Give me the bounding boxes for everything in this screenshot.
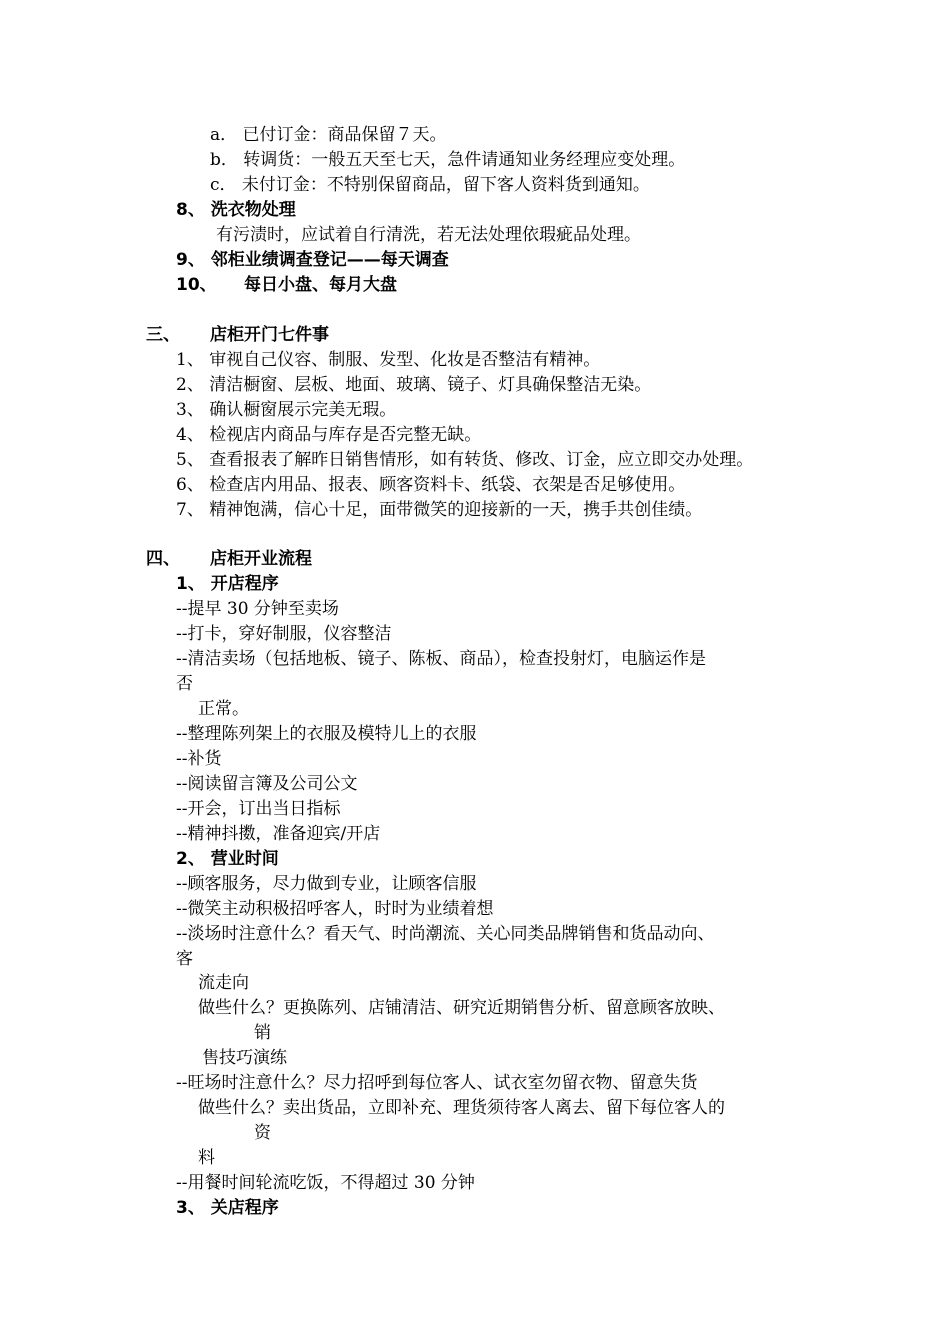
- list-item: 7、 精神饱满，信心十足，面带微笑的迎接新的一天，携手共创佳绩。: [176, 500, 703, 520]
- text-line: --旺场时注意什么？尽力招呼到每位客人、试衣室勿留衣物、留意失货: [176, 1073, 698, 1093]
- text-line: b． 转调货：一般五天至七天，急件请通知业务经理应变处理。: [210, 150, 686, 170]
- text-line: c． 未付订金：不特别保留商品，留下客人资料货到通知。: [210, 175, 650, 195]
- text-line: a． 已付订金：商品保留７天。: [210, 125, 447, 145]
- list-item: 3、 确认橱窗展示完美无瑕。: [176, 400, 397, 420]
- list-item: 1、 审视自己仪容、制服、发型、化妆是否整洁有精神。: [176, 350, 601, 370]
- text-line: --整理陈列架上的衣服及模特儿上的衣服: [176, 724, 477, 744]
- section-number: 10、: [176, 275, 217, 295]
- text-line: --用餐时间轮流吃饭，不得超过 30 分钟: [176, 1173, 475, 1193]
- text-line: 料: [198, 1148, 215, 1168]
- list-item: 2、 清洁橱窗、层板、地面、玻璃、镜子、灯具确保整洁无染。: [176, 375, 652, 395]
- section-heading: 每日小盘、每月大盘: [244, 275, 397, 295]
- text-line: 正常。: [198, 699, 249, 719]
- text-line: 客: [176, 949, 193, 969]
- chapter-number: 四、: [146, 549, 180, 569]
- list-item: 5、 查看报表了解昨日销售情形，如有转货、修改、订金，应立即交办处理。: [176, 450, 754, 470]
- section-heading: 8、 洗衣物处理: [176, 200, 296, 220]
- section-heading: 2、 营业时间: [176, 849, 279, 869]
- section-heading: 3、 关店程序: [176, 1198, 279, 1218]
- chapter-number: 三、: [146, 325, 180, 345]
- text-line: --顾客服务，尽力做到专业，让顾客信服: [176, 874, 477, 894]
- text-line: --打卡，穿好制服，仪容整洁: [176, 624, 392, 644]
- text-line: --阅读留言簿及公司公文: [176, 774, 358, 794]
- text-line: 流走向: [198, 973, 249, 993]
- text-line: 售技巧演练: [202, 1048, 287, 1068]
- list-item: 4、 检视店内商品与库存是否完整无缺。: [176, 425, 482, 445]
- list-item: 6、 检查店内用品、报表、顾客资料卡、纸袋、衣架是否足够使用。: [176, 475, 686, 495]
- text-line: --清洁卖场（包括地板、镜子、陈板、商品），检查投射灯，电脑运作是: [176, 649, 706, 669]
- text-line: --开会，订出当日指标: [176, 799, 341, 819]
- chapter-heading: 店柜开业流程: [210, 549, 312, 569]
- chapter-heading: 店柜开门七件事: [210, 325, 329, 345]
- text-line: 资: [254, 1123, 271, 1143]
- text-line: 否: [176, 674, 193, 694]
- text-line: 做些什么？卖出货品，立即补充、理货须待客人离去、留下每位客人的: [198, 1098, 725, 1118]
- text-line: 销: [254, 1023, 271, 1043]
- text-line: 做些什么？更换陈列、店铺清洁、研究近期销售分析、留意顾客放映、: [198, 998, 725, 1018]
- text-line: 有污渍时，应试着自行清洗，若无法处理依瑕疵品处理。: [216, 225, 641, 245]
- text-line: --微笑主动积极招呼客人，时时为业绩着想: [176, 899, 494, 919]
- text-line: --淡场时注意什么？看天气、时尚潮流、关心同类品牌销售和货品动向、: [176, 924, 715, 944]
- text-line: --精神抖擞，准备迎宾/开店: [176, 824, 381, 844]
- text-line: --提早 30 分钟至卖场: [176, 599, 339, 619]
- section-heading: 9、 邻柜业绩调查登记——每天调查: [176, 250, 449, 270]
- section-heading: 1、 开店程序: [176, 574, 279, 594]
- text-line: --补货: [176, 749, 222, 769]
